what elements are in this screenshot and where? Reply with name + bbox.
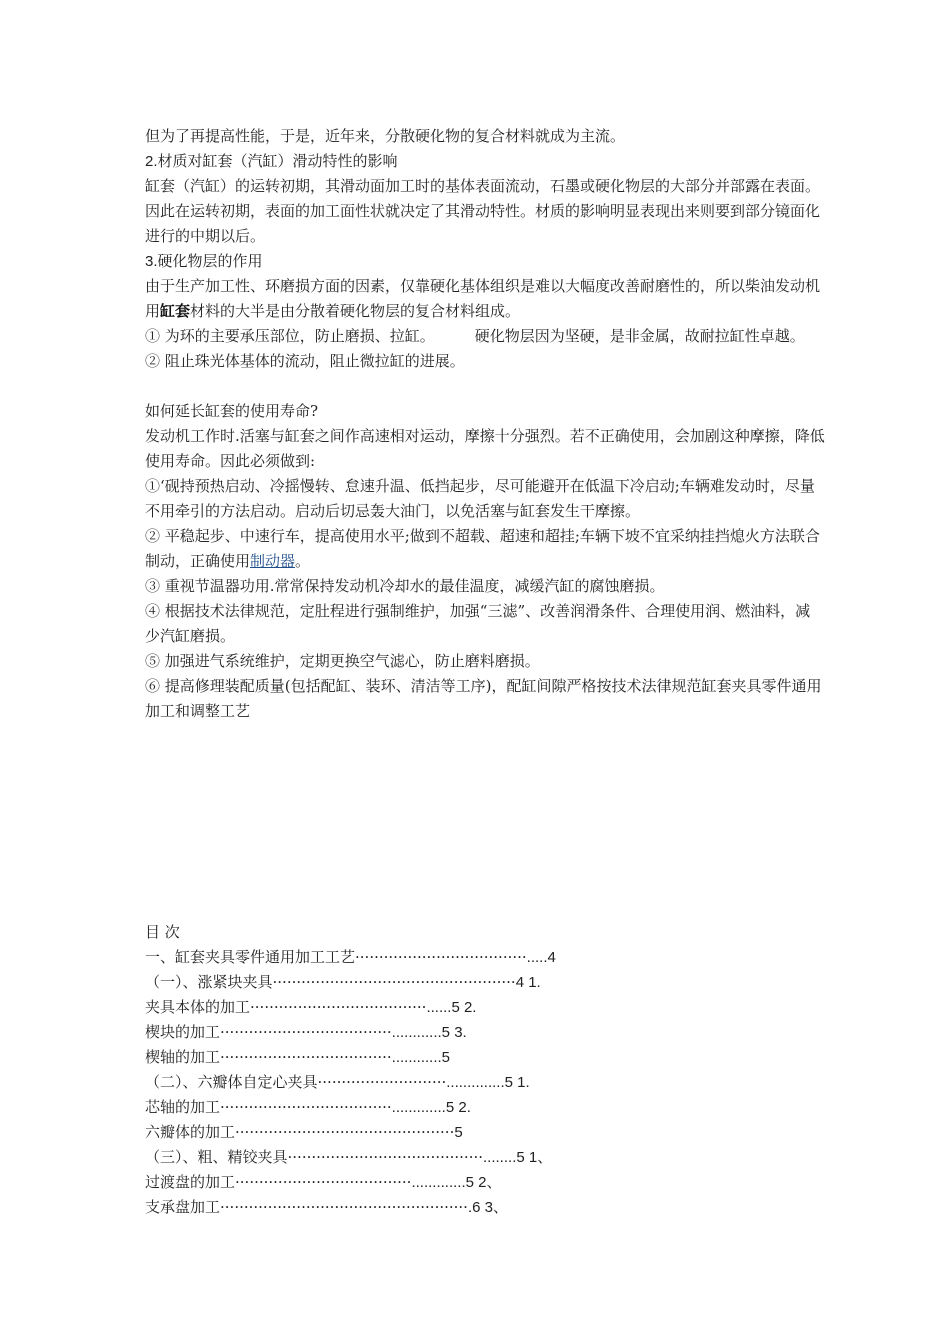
section-heading-3: [145, 249, 825, 274]
section-number: 2.: [145, 153, 158, 170]
list-item: ①‘砚持预热启动、冷摇慢转、怠速升温、低挡起步，尽可能避开在低温下冷启动;车辆难发动时，尽量不用牵引的方法启动。启动后切忌轰大油门，以免活塞与缸套发生干摩擦。: [145, 477, 815, 520]
section-heading-2: [145, 149, 825, 174]
toc-entry[interactable]: 六瓣体的加工··············································5: [145, 1123, 463, 1141]
list-item: ⑥ 提高修理装配质量(包括配缸、装环、清洁等工序)，配缸间隙严格按技术法律规范缸套夹具零件通用加工和调整工艺: [145, 677, 822, 720]
list-item: ② 阻止珠光体基体的流动，阻止微拉缸的进展。: [145, 352, 465, 370]
table-of-contents: [145, 920, 825, 1220]
document-body: [145, 124, 825, 724]
section-title: 硬化物层的作用: [157, 252, 263, 270]
list-item: [145, 524, 825, 574]
list-item: ③ 重视节温器功用.常常保持发动机冷却水的最佳温度，减缓汽缸的腐蚀磨损。: [145, 577, 665, 595]
question-heading: 如何延长缸套的使用寿命?: [145, 402, 319, 420]
toc-entry[interactable]: 楔轴的加工····································............5: [145, 1048, 451, 1066]
list-item: ④ 根据技术法律规范，定肚程进行强制维护，加强“三滤”、改善润滑条件、合理使用润、燃油料，减少汽缸磨损。: [145, 602, 811, 645]
brake-link[interactable]: 制动器: [250, 552, 296, 570]
toc-title: 目 次: [145, 923, 180, 941]
list-item-text: ① 为环的主要承压部位，防止磨损、拉缸。: [145, 327, 435, 345]
list-item: ⑤ 加强进气系统维护，定期更换空气滤心，防止磨料磨损。: [145, 652, 540, 670]
list-item-text: 。: [295, 552, 311, 570]
list-item: [145, 324, 825, 349]
section-number: 3.: [145, 253, 158, 270]
paragraph: 发动机工作时.活塞与缸套之间作高速相对运动，摩擦十分强烈。若不正确使用，会加剧这种摩擦，降低使用寿命。因此必须做到:: [145, 427, 825, 470]
paragraph: [145, 274, 825, 324]
intro-line: 但为了再提高性能，于是，近年来，分散硬化物的复合材料就成为主流。: [145, 127, 626, 145]
toc-entry[interactable]: （三）、粗、精铰夹具·········································........5 1、: [145, 1148, 553, 1166]
toc-entry[interactable]: 楔块的加工····································............5 3.: [145, 1023, 467, 1041]
toc-entry[interactable]: 夹具本体的加工·····································......5 2.: [145, 998, 477, 1016]
toc-entry[interactable]: （二）、六瓣体自定心夹具···························..............5 1.: [145, 1073, 530, 1091]
list-item-text: ② 平稳起步、中速行车，提高使用水平;做到不超载、超速和超挂;车辆下坡不宜采纳挂挡熄火方法联合制动，正确使用: [145, 527, 820, 570]
paragraph-text: 由于生产加工性、环磨损方面的因素，仅靠硬化基体组织是难以大幅度改善耐磨性的，所以柴油发动机用: [145, 277, 821, 320]
list-item-text: 硬化物层因为坚硬，是非金属，故耐拉缸性卓越。: [474, 327, 805, 345]
paragraph: 缸套（汽缸）的运转初期，其滑动面加工时的基体表面流动，石墨或硬化物层的大部分并部露在表面。因此在运转初期，表面的加工面性状就决定了其滑动特性。材质的影响明显表现出来则要到部分镜面化进行的中期以后。: [145, 177, 821, 245]
toc-entry[interactable]: 支承盘加工····················································.6 3、: [145, 1198, 508, 1216]
bold-term: 缸套: [160, 302, 191, 320]
toc-entry[interactable]: 芯轴的加工····································.............5 2.: [145, 1098, 471, 1116]
toc-entry[interactable]: 过渡盘的加工·····································.............5 2、: [145, 1173, 502, 1191]
toc-entry[interactable]: （一）、涨紧块夹具···················································4 1.: [145, 973, 541, 991]
section-title: 材质对缸套（汽缸）滑动特性的影响: [157, 152, 398, 170]
toc-entry[interactable]: 一、缸套夹具零件通用加工工艺····································.....4: [145, 948, 556, 966]
paragraph-text: 材料的大半是由分散着硬化物层的复合材料组成。: [190, 302, 521, 320]
